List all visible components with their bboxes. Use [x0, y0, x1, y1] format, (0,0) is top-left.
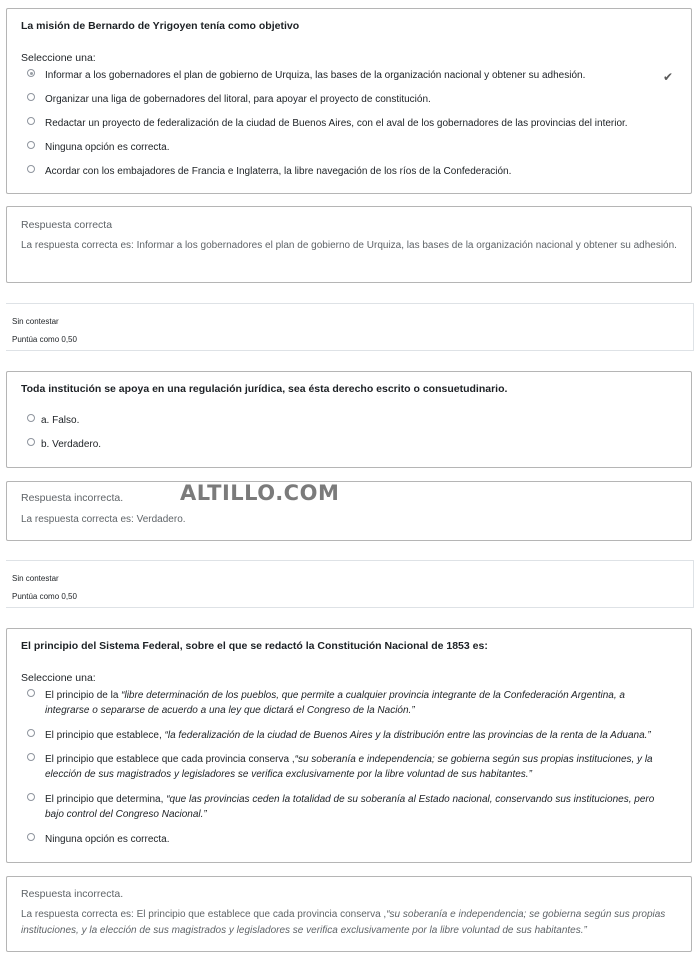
question-1-prompt: Seleccione una: [21, 52, 96, 64]
question-3-card [6, 628, 692, 863]
feedback-text: La respuesta correcta es: Informar a los gobernadores el plan de gobierno de Urquiza, las bases de la organización nacional y obtener su adhesión. [21, 240, 677, 251]
option-label: a. Falso. [41, 415, 80, 426]
feedback-title: Respuesta correcta [21, 219, 113, 231]
option-label: Informar a los gobernadores el plan de gobierno de Urquiza, las bases de la organización nacional y obtener su adhesión. [45, 70, 586, 81]
watermark: ALTILLO.COM [180, 481, 340, 505]
feedback-text: La respuesta correcta es: El principio que establece que cada provincia conserva ,“su soberanía e independencia; se gobierna según sus propias instituciones, y la elección de sus magistrados y legisladores se verifica exclusivamente por la libre voluntad de sus habitantes.” [21, 909, 666, 936]
radio-button[interactable] [27, 165, 35, 173]
radio-button[interactable] [27, 753, 35, 761]
option-label: Organizar una liga de gobernadores del litoral, para apoyar el proyecto de constitución. [45, 94, 431, 105]
checkmark-icon: ✔ [662, 70, 673, 84]
question-3-prompt: Seleccione una: [21, 672, 96, 684]
question-1-text: La misión de Bernardo de Yrigoyen tenía como objetivo [21, 20, 300, 32]
radio-button[interactable] [27, 438, 35, 446]
radio-button[interactable] [27, 117, 35, 125]
feedback-title: Respuesta incorrecta. [21, 888, 124, 900]
option-label: El principio de la “libre determinación de los pueblos, que permite a cualquier provincia integrante de la Confederación Argentina, a integrarse o separarse de acuerdo a una ley que dictará el Congreso de la Nación.” [45, 690, 625, 716]
option-label: El principio que determina, “que las provincias ceden la totalidad de su soberanía al Estado nacional, conservando sus instituciones, pero bajo control del Congreso Nacional.” [45, 794, 655, 820]
radio-button-selected[interactable] [27, 69, 35, 77]
question-status: Sin contestar [12, 317, 59, 326]
radio-button[interactable] [27, 93, 35, 101]
feedback-title: Respuesta incorrecta. [21, 492, 124, 504]
radio-button[interactable] [27, 793, 35, 801]
option-label: b. Verdadero. [41, 439, 102, 450]
radio-button[interactable] [27, 833, 35, 841]
radio-button[interactable] [27, 729, 35, 737]
question-2-card [6, 371, 692, 468]
question-3-feedback [6, 876, 692, 952]
question-score: Puntúa como 0,50 [12, 592, 77, 601]
question-1-feedback [6, 206, 692, 283]
feedback-text: La respuesta correcta es: Verdadero. [21, 514, 186, 525]
option-label: Ninguna opción es correcta. [45, 834, 170, 845]
question-2-text: Toda institución se apoya en una regulación jurídica, sea ésta derecho escrito o consuetudinario. [21, 383, 508, 395]
radio-button[interactable] [27, 414, 35, 422]
question-3-info [6, 560, 694, 608]
question-2-info [6, 303, 694, 351]
radio-button[interactable] [27, 689, 35, 697]
radio-button[interactable] [27, 141, 35, 149]
option-label: Ninguna opción es correcta. [45, 142, 170, 153]
question-1-card [6, 8, 692, 194]
question-3-text: El principio del Sistema Federal, sobre el que se redactó la Constitución Nacional de 1853 es: [21, 640, 488, 652]
option-label: Redactar un proyecto de federalización de la ciudad de Buenos Aires, con el aval de los gobernadores de las provincias del interior. [45, 118, 628, 129]
question-score: Puntúa como 0,50 [12, 335, 77, 344]
option-label: El principio que establece, “la federalización de la ciudad de Buenos Aires y la distribución entre las provincias de la renta de la Aduana.” [45, 730, 651, 741]
option-label: El principio que establece que cada provincia conserva ,“su soberanía e independencia; se gobierna según sus propias instituciones, y la elección de sus magistrados y legisladores se verifica exclusivamente por la libre voluntad de sus habitantes.” [45, 754, 653, 780]
question-2-feedback [6, 481, 692, 541]
question-status: Sin contestar [12, 574, 59, 583]
option-label: Acordar con los embajadores de Francia e Inglaterra, la libre navegación de los ríos de la Confederación. [45, 166, 512, 177]
